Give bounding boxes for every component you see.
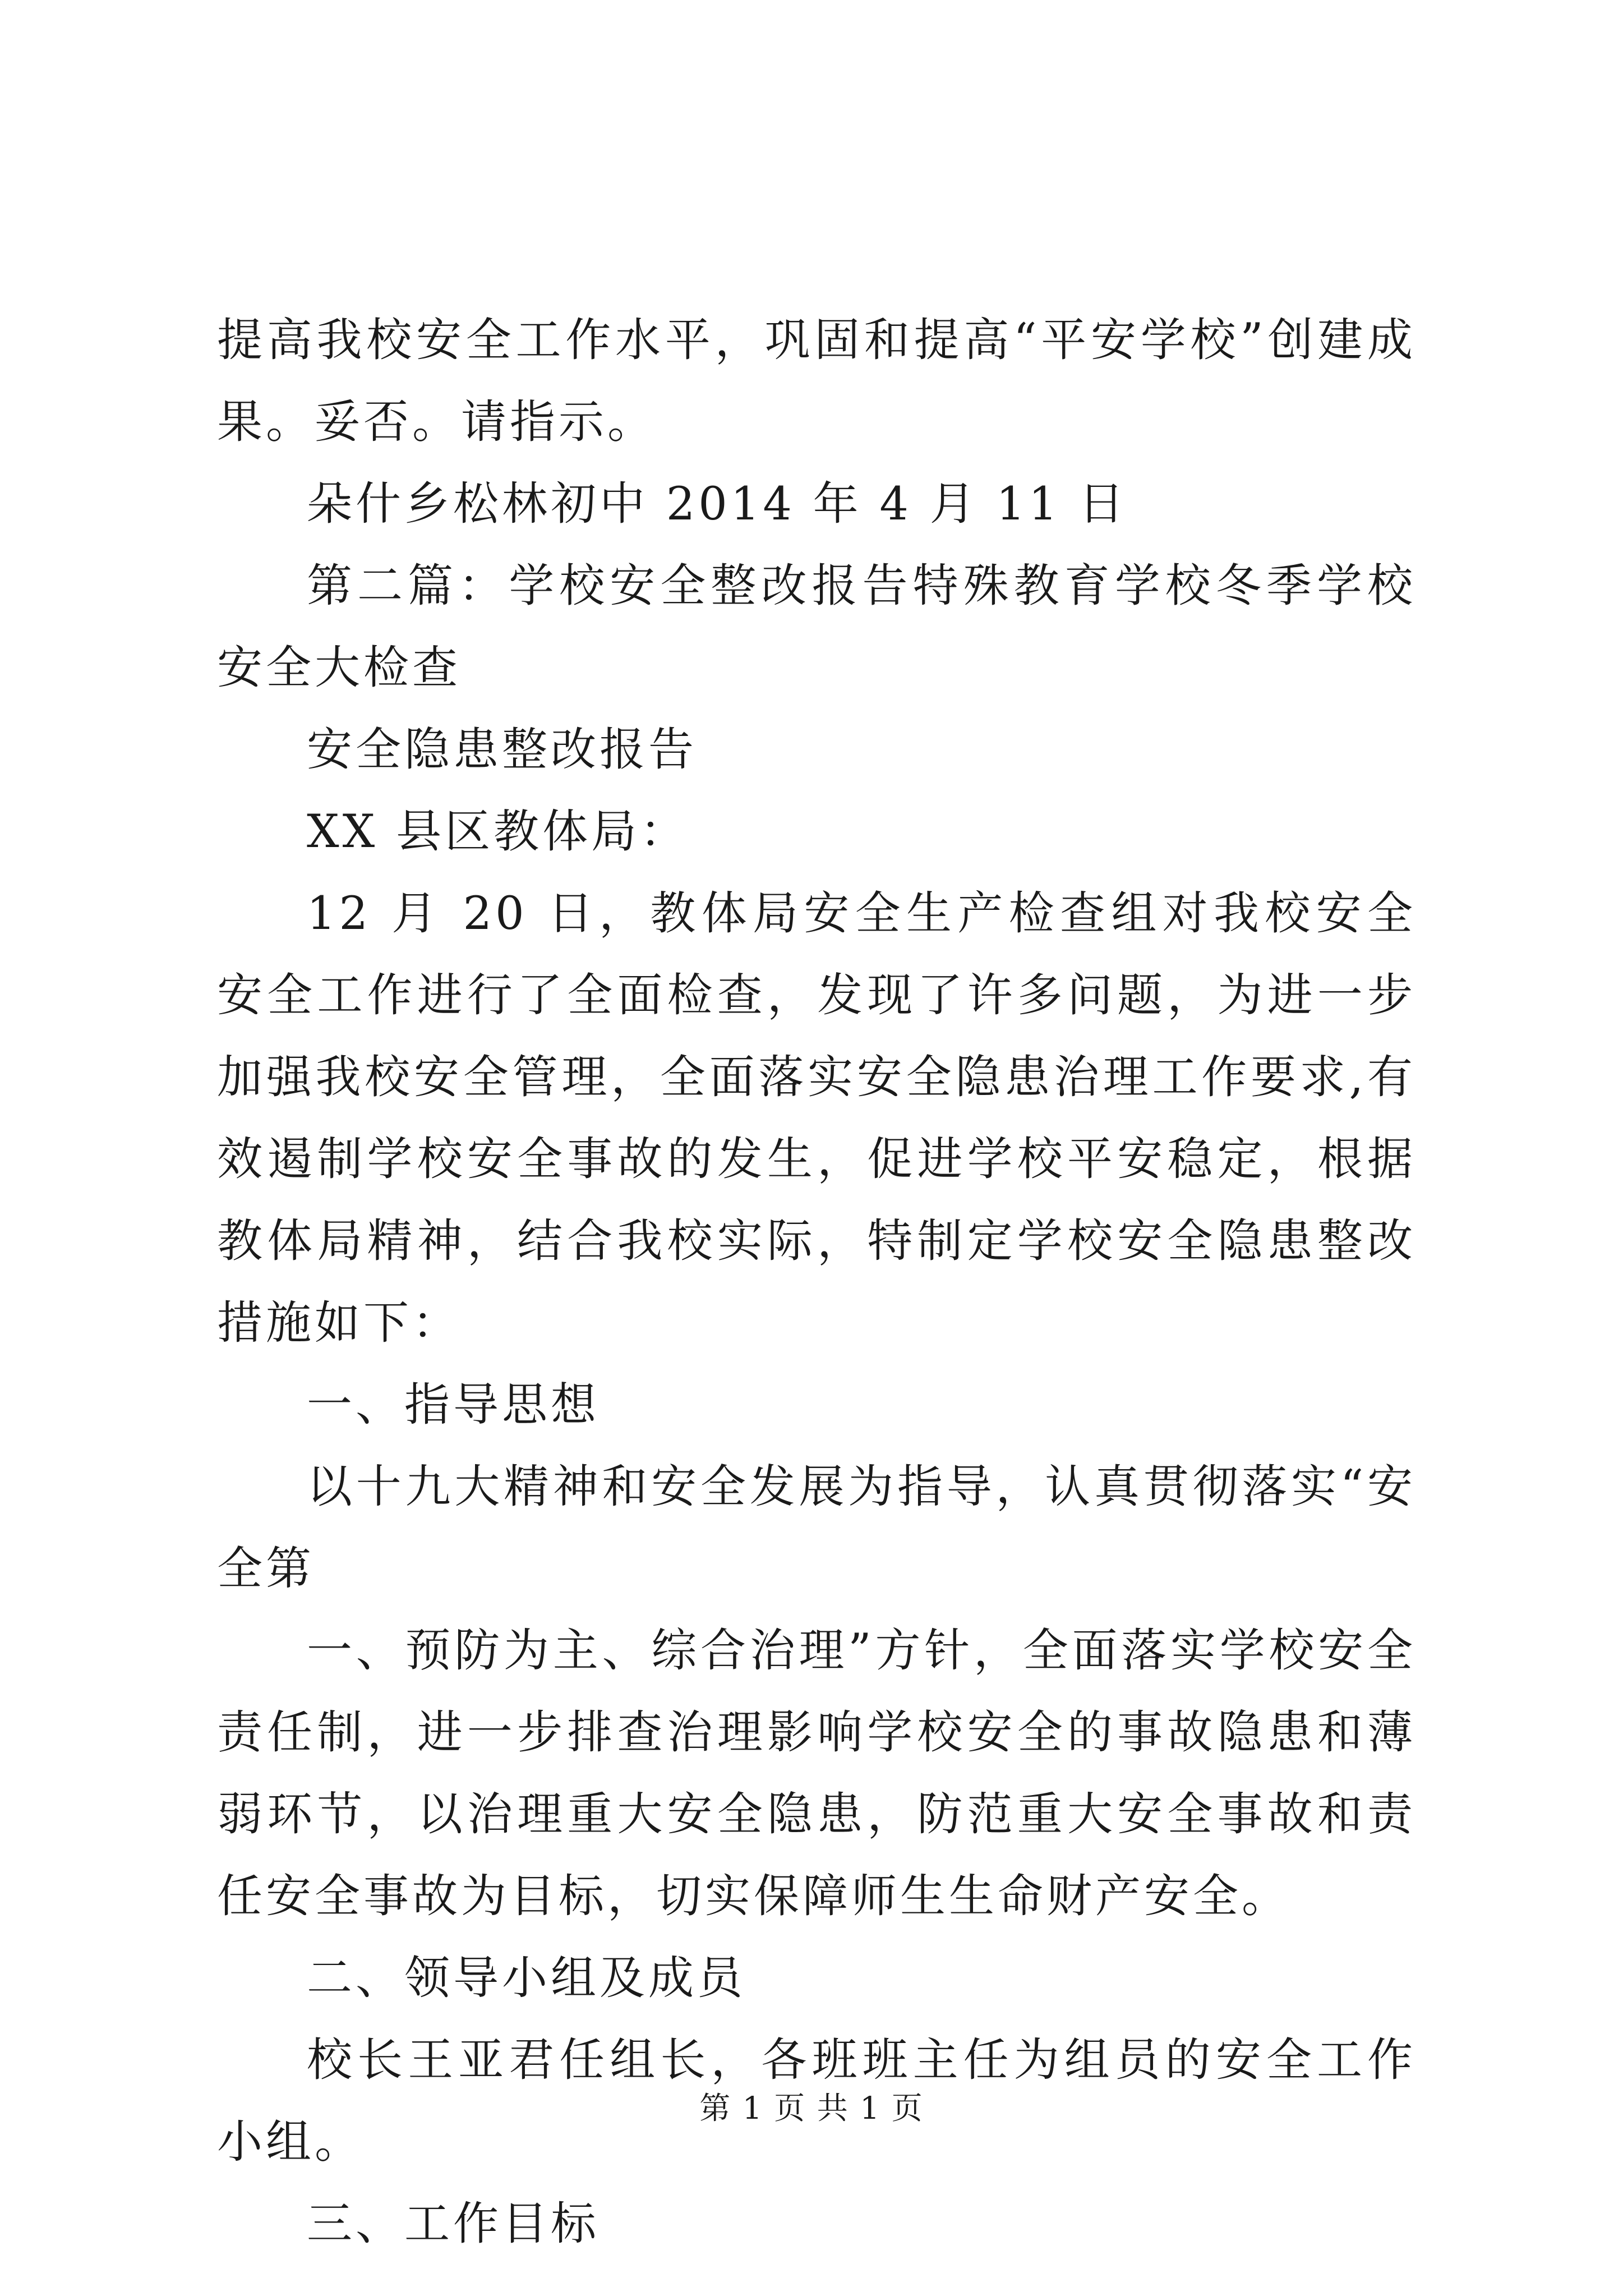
- paragraph-section-title: 第二篇：学校安全整改报告特殊教育学校冬季学校安全大检查: [217, 560, 1416, 694]
- heading-guiding-ideology: 一、指导思想: [307, 1379, 600, 1432]
- paragraph-inspection-summary: 12 月 20 日，教体局安全生产检查组对我校安全安全工作进行了全面检查，发现了许多问题，为进一步加强我校安全管理，全面落实安全隐患治理工作要求,有效遏制学校安全事故的发生，促进学校平安稳定，根据教体局精神，结合我校实际，特制定学校安全隐患整改措施如下：: [217, 887, 1416, 1350]
- paragraph-guiding-ideology-2: 一、预防为主、综合治理”方针，全面落实学校安全责任制，进一步排查治理影响学校安全的事故隐患和薄弱环节，以治理重大安全隐患，防范重大安全事故和责任安全事故为目标，切实保障师生生命财产安全。: [217, 1625, 1416, 1923]
- paragraph-leadership-group: 校长王亚君任组长，各班班主任为组员的安全工作小组。: [217, 2034, 1416, 2169]
- paragraph-continuation: 提高我校安全工作水平，巩固和提高“平安学校”创建成果。妥否。请指示。: [217, 314, 1416, 449]
- heading-work-goals: 三、工作目标: [307, 2198, 600, 2251]
- page-footer: 第 1 页 共 1 页: [699, 2090, 924, 2126]
- paragraph-signature-date: 朵什乡松林初中 2014 年 4 月 11 日: [307, 478, 1128, 531]
- paragraph-report-title: 安全隐患整改报告: [307, 724, 698, 776]
- paragraph-guiding-ideology-1: 以十九大精神和安全发展为指导，认真贯彻落实“安全第: [217, 1461, 1416, 1595]
- paragraph-addressee: XX 县区教体局：: [307, 806, 689, 858]
- document-body: [217, 300, 1416, 2265]
- heading-leadership-group: 二、领导小组及成员: [307, 1952, 746, 2005]
